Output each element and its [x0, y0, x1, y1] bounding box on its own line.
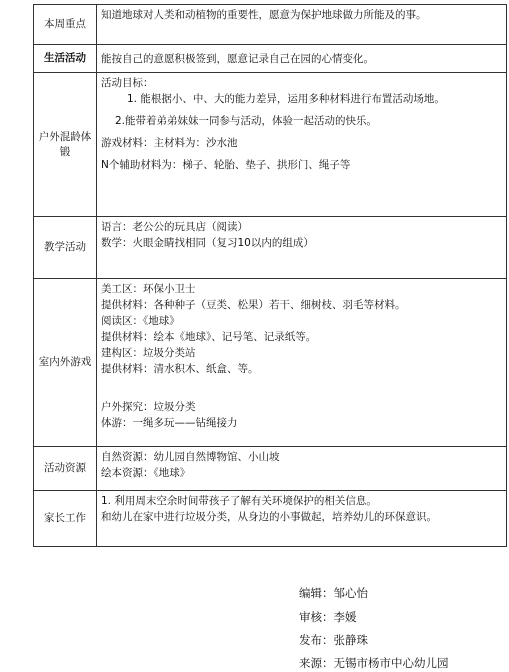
- outdoor-goal-2: 2.能带着弟弟妹妹一同参与活动，体验一起活动的快乐。: [115, 115, 378, 127]
- indoor-line: 美工区：环保小卫士: [101, 283, 196, 295]
- weekly-plan-table: [33, 4, 507, 547]
- outdoor-goal-1: 1. 能根据小、中、大的能力差异，运用多种材料进行布置活动场地。: [127, 93, 445, 105]
- indoor-line: 户外探究：垃圾分类: [101, 401, 196, 413]
- indoor-line: 提供材料：清水积木、纸盒、等。: [101, 363, 259, 375]
- parents-content: [97, 491, 507, 547]
- indoor-line: 建构区：垃圾分类站: [101, 347, 196, 359]
- footer-reviewer: 审核：李媛: [299, 610, 357, 624]
- row-focus: [34, 5, 507, 45]
- indoor-line: 提供材料：绘本《地球》、记号笔、记录纸等。: [101, 331, 317, 343]
- outdoor-content: [97, 73, 507, 217]
- row-life: [34, 45, 507, 73]
- focus-text: 知道地球对人类和动植物的重要性，愿意为保护地球做力所能及的事。: [97, 5, 507, 45]
- footer-editor: 编辑：邹心怡: [299, 586, 368, 600]
- indoor-line: 阅读区：《地球》: [101, 315, 180, 327]
- life-text: 能按自己的意愿积极签到，愿意记录自己在园的心情变化。: [97, 45, 507, 73]
- row-resources: [34, 447, 507, 491]
- row-indoor: [34, 279, 507, 447]
- parents-line-1: 1. 利用周末空余时间带孩子了解有关环境保护的相关信息。: [101, 495, 377, 507]
- parents-label: 家长工作: [34, 491, 97, 547]
- footer-source: 来源：无锡市杨市中心幼儿园: [299, 656, 449, 670]
- outdoor-aux-material: N个辅助材料为：梯子、轮胎、垫子、拱形门、绳子等: [101, 159, 351, 171]
- resources-content: [97, 447, 507, 491]
- indoor-line: 体游：一绳多玩——钻绳接力: [101, 417, 238, 429]
- life-label: 生活活动: [34, 45, 97, 73]
- row-teaching: [34, 217, 507, 279]
- footer-publisher: 发布：张静珠: [299, 633, 368, 647]
- teaching-label: 教学活动: [34, 217, 97, 279]
- outdoor-label: 户外混龄体锻: [34, 73, 97, 217]
- resources-label: 活动资源: [34, 447, 97, 491]
- row-outdoor: [34, 73, 507, 217]
- parents-line-2: 和幼儿在家中进行垃圾分类，从身边的小事做起，培养幼儿的环保意识。: [101, 511, 437, 523]
- focus-label: 本周重点: [34, 5, 97, 45]
- row-parents: [34, 491, 507, 547]
- teaching-line-2: 数学：火眼金睛找相同（复习10以内的组成）: [101, 237, 314, 249]
- outdoor-main-material: 游戏材料：主材料为：沙水池: [101, 137, 238, 149]
- outdoor-goal-title: 活动目标：: [101, 77, 154, 89]
- indoor-line: 提供材料：各种种子（豆类、松果）若干、细树枝、羽毛等材料。: [101, 299, 406, 311]
- resources-line-1: 自然资源：幼儿园自然博物馆、小山坡: [101, 451, 280, 463]
- teaching-content: [97, 217, 507, 279]
- resources-line-2: 绘本资源：《地球》: [101, 467, 191, 479]
- teaching-line-1: 语言：老公公的玩具店（阅读）: [101, 221, 248, 233]
- indoor-content: [97, 279, 507, 447]
- indoor-label: 室内外游戏: [34, 279, 97, 447]
